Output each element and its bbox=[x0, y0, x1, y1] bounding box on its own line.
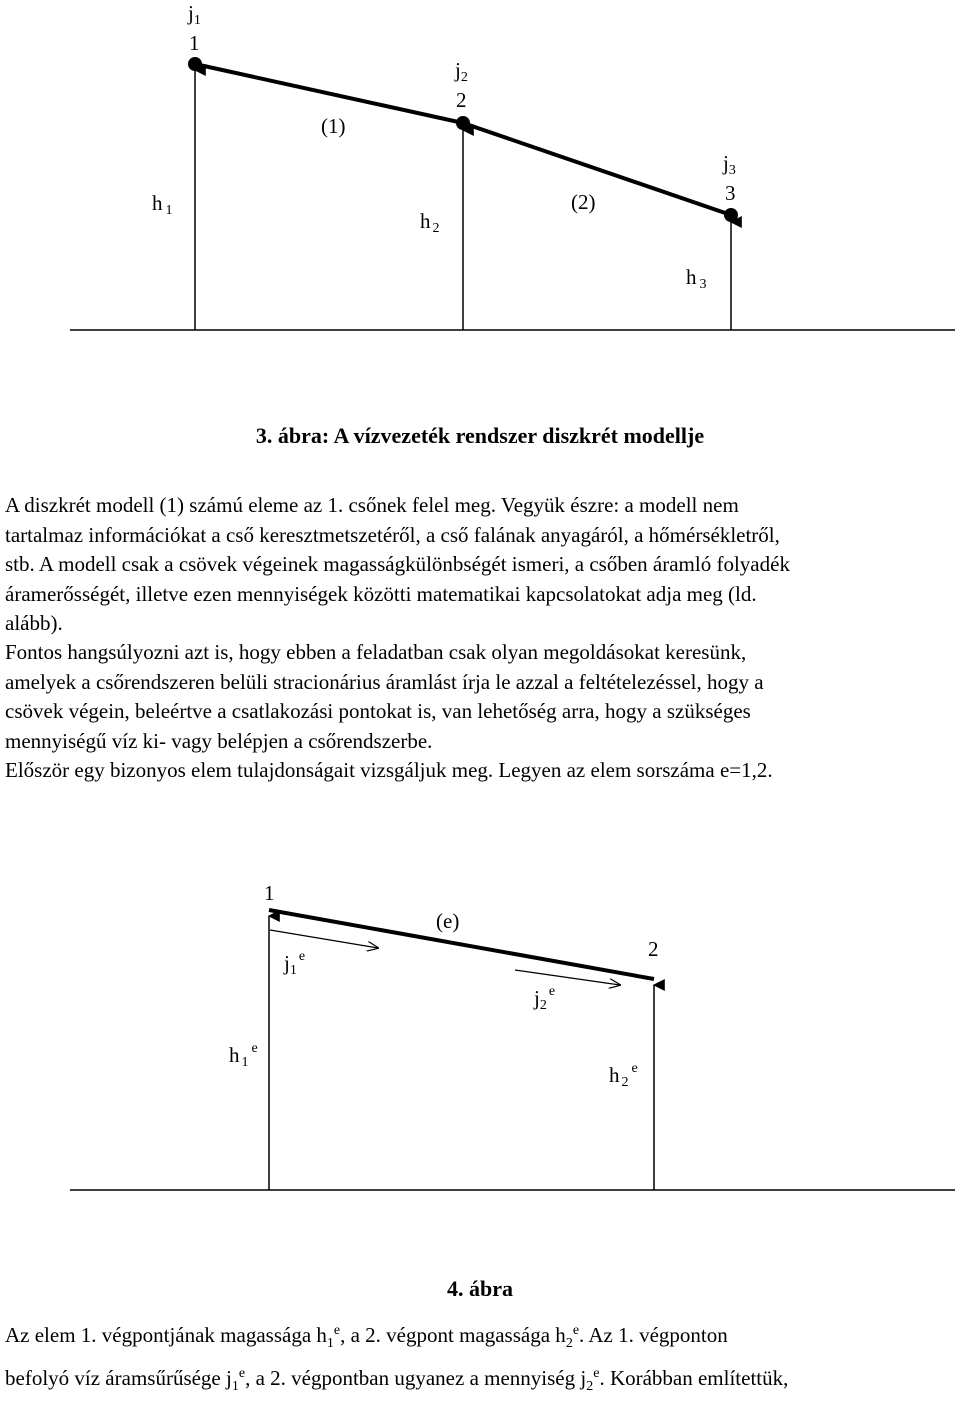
h1-label: h 1e bbox=[229, 1041, 258, 1070]
pipe-2-label: (2) bbox=[571, 190, 596, 214]
element-pipe bbox=[269, 910, 654, 979]
text-line: csövek végein, beleértve a csatlakozási pontokat is, van lehetőség arra, hogy a szükséges bbox=[5, 699, 751, 723]
height-3-label: h 3 bbox=[686, 265, 707, 292]
text-line: alább). bbox=[5, 611, 63, 635]
element-label: (e) bbox=[436, 909, 460, 933]
node-1-j-label: j1 bbox=[188, 1, 201, 28]
node-1-number: 1 bbox=[264, 881, 275, 905]
figure-3-diagram bbox=[0, 0, 960, 345]
text-line: mennyiségű víz ki- vagy belépjen a csőrendszerbe. bbox=[5, 728, 433, 753]
text-line: Fontos hangsúlyozni azt is, hogy ebben a feladatban csak olyan megoldásokat keresünk, bbox=[5, 640, 747, 664]
node-3-dot bbox=[724, 208, 738, 222]
height-1-label: h 1 bbox=[152, 191, 173, 218]
paragraph-3 bbox=[5, 756, 955, 786]
flow-arrow-1 bbox=[270, 930, 378, 948]
flow-arrow-2 bbox=[515, 970, 620, 985]
node-3-number: 3 bbox=[725, 181, 736, 205]
paragraph-1 bbox=[5, 491, 955, 639]
pipe-1-label: (1) bbox=[321, 114, 346, 138]
paragraph-2 bbox=[5, 638, 955, 756]
j1-label: j1e bbox=[284, 949, 306, 978]
node-1-number: 1 bbox=[189, 31, 200, 55]
text-line: amelyek a csőrendszeren belüli stracionárius áramlást írja le azzal a feltételezéssel, hogy a bbox=[5, 669, 764, 694]
node-2-dot bbox=[456, 116, 470, 130]
pipe-2 bbox=[463, 123, 731, 215]
text-line: Az elem 1. végpontjának magassága $h_1^e$, a 2. végpont magassága $h_2^e$. Az 1. végponton bbox=[5, 1323, 728, 1352]
h2-label: h 2e bbox=[609, 1061, 638, 1090]
j2-label: j2e bbox=[534, 984, 556, 1013]
node-3-j-label: j3 bbox=[723, 151, 736, 178]
node-2-number: 2 bbox=[456, 88, 467, 112]
text-line: A diszkrét modell (1) számú eleme az 1. csőnek felel meg. Vegyük észre: a modell nem bbox=[5, 493, 739, 517]
node-1-dot bbox=[188, 57, 202, 71]
figure-3-caption: 3. ábra: A vízvezeték rendszer diszkrét modellje bbox=[255, 423, 705, 448]
paragraph-4 bbox=[5, 1316, 955, 1401]
figure-4-diagram bbox=[0, 870, 960, 1215]
text-line: stb. A modell csak a csövek végeinek magasságkülönbségét ismeri, a csőben áramló folyadék bbox=[5, 552, 790, 576]
text-line: áramerősségét, illetve ezen mennyiségek közötti matematikai kapcsolatokat adja meg (ld. bbox=[5, 581, 757, 606]
text-line: tartalmaz információkat a cső keresztmetszetéről, a cső falának anyagáról, a hőmérsékletről, bbox=[5, 522, 780, 547]
height-2-label: h 2 bbox=[420, 209, 440, 236]
text-line: Először egy bizonyos elem tulajdonságait vizsgáljuk meg. Legyen az elem sorszáma e=1,2. bbox=[5, 758, 773, 782]
node-2-j-label: j2 bbox=[455, 58, 468, 85]
figure-4-caption: 4. ábra bbox=[447, 1276, 513, 1301]
text-line: befolyó víz áramsűrűsége $j_1^e$, a 2. végpontban ugyanez a mennyiség $j_2^e$. Korábban említettük, bbox=[5, 1365, 789, 1394]
node-2-number: 2 bbox=[648, 937, 659, 961]
